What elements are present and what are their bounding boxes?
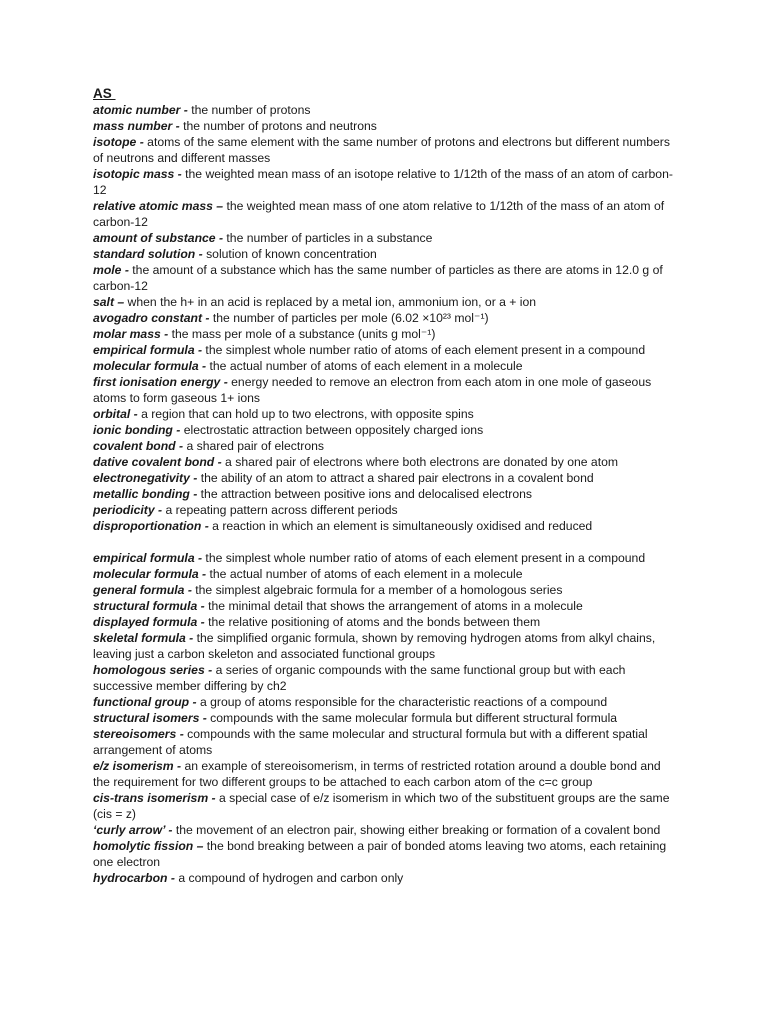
definition-term: skeletal formula - (93, 631, 194, 645)
definition-term: mole - (93, 263, 129, 277)
definition-term: structural formula - (93, 599, 205, 613)
definition-term: e/z isomerism - (93, 759, 182, 773)
definition-text: the actual number of atoms of each element in a molecule (206, 567, 523, 581)
definition-entry (93, 470, 673, 486)
definition-term: molecular formula - (93, 567, 207, 581)
definition-entry (93, 262, 673, 294)
definition-entry (93, 710, 673, 726)
definition-entry (93, 102, 673, 118)
definition-text: the attraction between positive ions and delocalised electrons (197, 487, 532, 501)
definition-entry (93, 694, 673, 710)
definition-term: empirical formula - (93, 551, 203, 565)
definition-term: first ionisation energy - (93, 375, 228, 389)
definition-term: salt – (93, 295, 125, 309)
definition-text: the number of particles per mole (6.02 ×10²³ mol⁻¹) (209, 311, 489, 325)
definition-text: the simplified organic formula, shown by removing hydrogen atoms from alkyl chains, leaving just a carbon skeleton and associated functional groups (93, 631, 656, 661)
definition-text: compounds with the same molecular formula but different structural formula (206, 711, 618, 725)
definition-term: molecular formula - (93, 359, 207, 373)
definition-text: the amount of a substance which has the same number of particles as there are atoms in 12.0 g of carbon-12 (93, 263, 663, 293)
definition-term: relative atomic mass – (93, 199, 224, 213)
definition-term: atomic number - (93, 103, 188, 117)
definition-entry (93, 326, 673, 342)
definition-text: the ability of an atom to attract a shared pair electrons in a covalent bond (197, 471, 594, 485)
definition-term: general formula - (93, 583, 192, 597)
definition-entry (93, 870, 673, 886)
definition-entry (93, 598, 673, 614)
definition-entry (93, 406, 673, 422)
definition-term: homolytic fission – (93, 839, 204, 853)
definition-text: a compound of hydrogen and carbon only (174, 871, 404, 885)
definition-entry (93, 502, 673, 518)
definition-entry (93, 374, 673, 406)
definition-text: the relative positioning of atoms and the bonds between them (204, 615, 541, 629)
definition-text: a region that can hold up to two electrons, with opposite spins (137, 407, 474, 421)
definition-text: a shared pair of electrons where both electrons are donated by one atom (221, 455, 619, 469)
definition-entry (93, 518, 673, 534)
definition-term: disproportionation - (93, 519, 209, 533)
definition-text: a repeating pattern across different periods (162, 503, 398, 517)
definition-entry (93, 358, 673, 374)
section-heading: AS (93, 86, 116, 101)
definition-entry (93, 486, 673, 502)
definition-text: the weighted mean mass of an isotope relative to 1/12th of the mass of an atom of carbon-12 (93, 167, 673, 197)
definition-entry (93, 822, 673, 838)
definition-entry (93, 294, 673, 310)
definition-term: mass number - (93, 119, 180, 133)
definition-term: amount of substance - (93, 231, 224, 245)
definition-term: molar mass - (93, 327, 169, 341)
definition-term: isotopic mass - (93, 167, 182, 181)
definition-entry (93, 582, 673, 598)
definition-term: homologous series - (93, 663, 213, 677)
definition-entry (93, 118, 673, 134)
definition-text: a shared pair of electrons (183, 439, 324, 453)
definition-entry (93, 246, 673, 262)
definition-entry (93, 630, 673, 662)
definition-entry (93, 662, 673, 694)
definition-entry (93, 198, 673, 230)
definition-text: a special case of e/z isomerism in which two of the substituent groups are the same (cis = z) (93, 791, 670, 821)
definition-text: electrostatic attraction between oppositely charged ions (180, 423, 484, 437)
definition-text: the simplest algebraic formula for a member of a homologous series (191, 583, 563, 597)
definition-term: orbital - (93, 407, 138, 421)
section-spacer (93, 534, 768, 550)
definition-term: periodicity - (93, 503, 163, 517)
definition-term: ‘curly arrow’ - (93, 823, 173, 837)
definition-entry (93, 758, 673, 790)
definitions-list-2 (93, 550, 673, 886)
definition-text: the simplest whole number ratio of atoms of each element present in a compound (202, 343, 646, 357)
definition-text: a series of organic compounds with the same functional group but with each successive member differing by ch2 (93, 663, 626, 693)
definition-term: functional group - (93, 695, 197, 709)
definition-entry (93, 310, 673, 326)
definition-term: dative covalent bond - (93, 455, 222, 469)
definition-entry (93, 438, 673, 454)
definition-term: standard solution - (93, 247, 203, 261)
definition-term: avogadro constant - (93, 311, 210, 325)
definition-entry (93, 134, 673, 166)
definition-term: cis-trans isomerism - (93, 791, 216, 805)
definition-entry (93, 790, 673, 822)
definition-text: a group of atoms responsible for the characteristic reactions of a compound (196, 695, 608, 709)
definition-text: the number of particles in a substance (223, 231, 433, 245)
definition-text: the mass per mole of a substance (units g mol⁻¹) (168, 327, 436, 341)
definition-entry (93, 726, 673, 758)
definition-text: an example of stereoisomerism, in terms of restricted rotation around a double bond and the requirement for two different groups to be attached to each carbon atom of the c=c group (93, 759, 661, 789)
definition-text: when the h+ in an acid is replaced by a metal ion, ammonium ion, or a + ion (124, 295, 537, 309)
definition-text: compounds with the same molecular and structural formula but with a different spatial arrangement of atoms (93, 727, 648, 757)
definition-text: atoms of the same element with the same number of protons and electrons but different numbers of neutrons and different masses (93, 135, 670, 165)
definition-text: the number of protons (187, 103, 311, 117)
definition-term: electronegativity - (93, 471, 198, 485)
definition-entry (93, 166, 673, 198)
definition-term: displayed formula - (93, 615, 205, 629)
definition-text: a reaction in which an element is simultaneously oxidised and reduced (208, 519, 593, 533)
definition-term: structural isomers - (93, 711, 207, 725)
definition-entry (93, 614, 673, 630)
definition-text: the bond breaking between a pair of bonded atoms leaving two atoms, each retaining one electron (93, 839, 667, 869)
definition-entry (93, 838, 673, 870)
definition-text: the weighted mean mass of one atom relative to 1/12th of the mass of an atom of carbon-12 (93, 199, 665, 229)
definition-term: stereoisomers - (93, 727, 184, 741)
definition-text: the actual number of atoms of each element in a molecule (206, 359, 523, 373)
definitions-list-1 (93, 102, 673, 534)
definition-term: metallic bonding - (93, 487, 198, 501)
definition-entry (93, 566, 673, 582)
definition-text: the minimal detail that shows the arrangement of atoms in a molecule (204, 599, 583, 613)
definition-text: energy needed to remove an electron from each atom in one mole of gaseous atoms to form gaseous 1+ ions (93, 375, 652, 405)
definition-text: solution of known concentration (202, 247, 377, 261)
definition-term: empirical formula - (93, 343, 203, 357)
definition-term: ionic bonding - (93, 423, 181, 437)
definition-entry (93, 422, 673, 438)
definition-term: hydrocarbon - (93, 871, 175, 885)
definition-entry (93, 230, 673, 246)
definition-entry (93, 550, 673, 566)
definition-entry (93, 342, 673, 358)
definition-term: covalent bond - (93, 439, 184, 453)
definition-text: the simplest whole number ratio of atoms of each element present in a compound (202, 551, 646, 565)
definition-entry (93, 454, 673, 470)
definition-text: the number of protons and neutrons (179, 119, 377, 133)
definition-text: the movement of an electron pair, showing either breaking or formation of a covalent bond (172, 823, 661, 837)
definition-term: isotope - (93, 135, 144, 149)
